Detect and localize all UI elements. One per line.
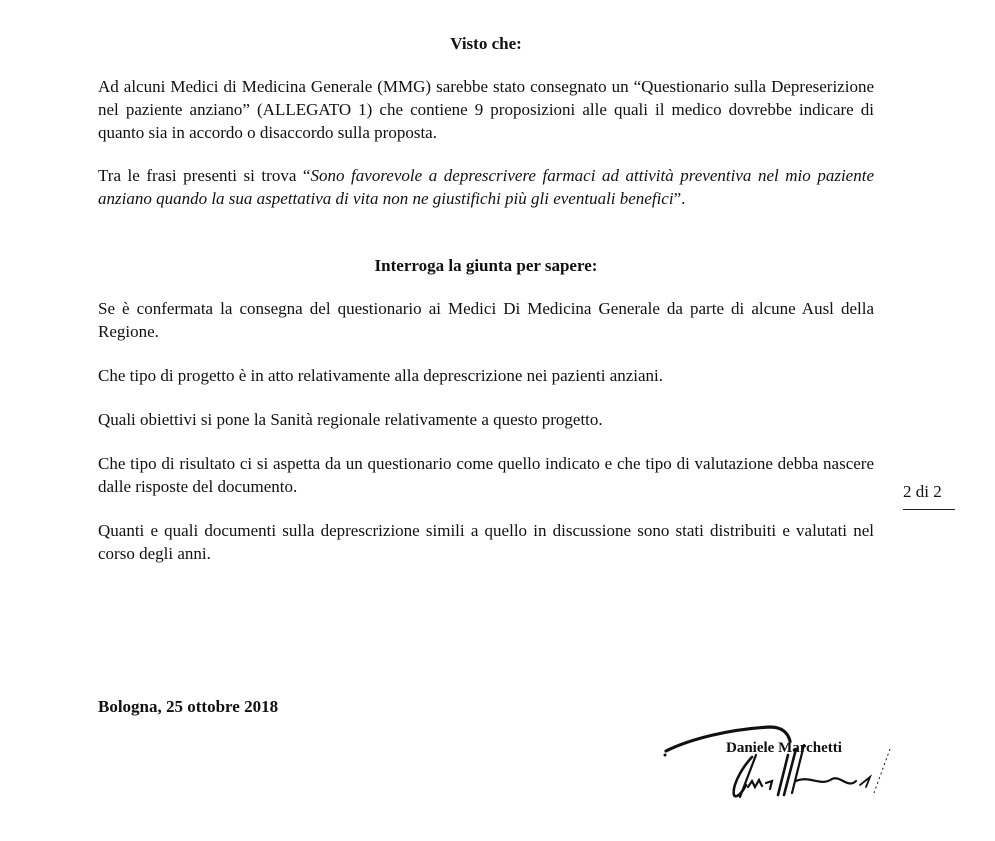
signature-block [660,715,900,805]
signer-name: Daniele Marchetti [726,740,842,756]
handwritten-signature-icon [660,715,900,805]
quote-text: Sono favorevole a deprescrivere farmaci ad attività preventiva nel mio paziente anziano quando la sua aspettativa di vita non ne giustifichi più gli eventuali benefici [98,166,874,208]
question-item: Quali obiettivi si pone la Sanità regionale relativamente a questo progetto. [98,410,603,429]
question-item: Che tipo di risultato ci si aspetta da un questionario come quello indicato e che tipo di valutazione debba nascere dalle risposte del documento. [98,454,874,496]
paragraph-questionario: Ad alcuni Medici di Medicina Generale (MMG) sarebbe stato consegnato un “Questionario sulla Depreserizione nel paziente anziano” (ALLEGATO 1) che contiene 9 proposizioni alle quali il medico dovrebbe indicare di quanto sia in accordo o disaccordo sulla proposta. [98,77,874,142]
date-line: Bologna, 25 ottobre 2018 [98,697,279,716]
paragraph-quoted-phrase [98,164,874,210]
page-number: 2 di 2 [903,482,942,501]
question-item: Quanti e quali documenti sulla deprescrizione simili a quello in discussione sono stati distribuiti e valutati nel corso degli anni. [98,521,874,563]
section-heading-visto-che: Visto che: [450,34,522,53]
page-number-rule [903,509,955,510]
question-item: Se è confermata la consegna del questionario ai Medici Di Medicina Generale da parte di alcune Ausl della Regione. [98,299,874,341]
quote-outro: ”. [673,189,686,208]
quote-intro: Tra le frasi presenti si trova “ [98,166,311,185]
question-item: Che tipo di progetto è in atto relativamente alla deprescrizione nei pazienti anziani. [98,366,664,385]
section-heading-interroga: Interroga la giunta per sapere: [374,256,598,275]
